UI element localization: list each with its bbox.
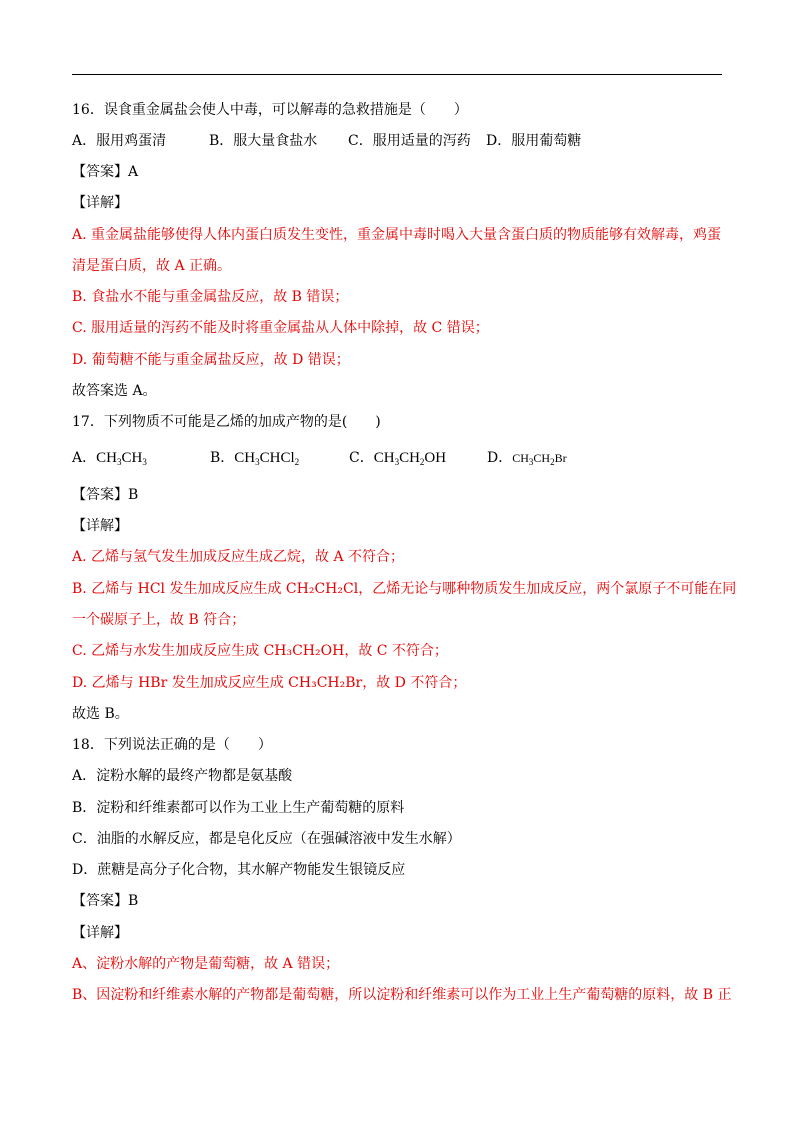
option-letter: D． (487, 450, 513, 466)
answer-label: 【答案】 (72, 893, 128, 909)
formula-part: OH (424, 450, 447, 466)
option-letter: B． (210, 450, 235, 466)
q16-stem: 16．误食重金属盐会使人中毒，可以解毒的急救措施是（ ） (72, 102, 468, 118)
q17-explanation-line: C. 乙烯与水发生加成反应生成 CH₃CH₂OH，故 C 不符合； (72, 643, 448, 659)
answer-label: 【答案】 (72, 487, 128, 503)
q17-detail-label: 【详解】 (72, 518, 128, 534)
q18-explanation-line: B、因淀粉和纤维素水解的产物都是葡萄糖，所以淀粉和纤维素可以作为工业上生产葡萄糖的原料，故 B 正 (72, 987, 732, 1003)
formula-part: CH (399, 450, 420, 466)
formula-part: CH (373, 450, 395, 466)
formula-part: CH (234, 450, 256, 466)
q17-explanation-line: D. 乙烯与 HBr 发生加成反应生成 CH₃CH₂Br，故 D 不符合； (72, 675, 467, 691)
q16-detail-label: 【详解】 (72, 195, 128, 211)
header-rule (72, 74, 722, 75)
formula-subscript: 3 (255, 457, 260, 467)
q17-stem: 17．下列物质不可能是乙烯的加成产物的是( ) (72, 414, 381, 430)
formula-subscript: 2 (550, 457, 555, 467)
q18-option-c: C．油脂的水解反应，都是皂化反应（在强碱溶液中发生水解） (72, 831, 461, 847)
formula-part: CH (533, 451, 551, 465)
formula-subscript: 2 (294, 457, 300, 467)
formula-ch3ch2br (512, 451, 566, 465)
formula-ch3ch3 (96, 450, 147, 466)
formula-part: CH (96, 450, 117, 466)
q18-detail-label: 【详解】 (72, 925, 128, 941)
q16-options (72, 131, 581, 151)
formula-ch3chcl2 (234, 450, 299, 466)
formula-ch3ch2oh (374, 450, 446, 466)
option-letter: C． (349, 450, 374, 466)
q17-option-b (210, 448, 349, 468)
q16-option-d: D．服用葡萄糖 (486, 133, 582, 149)
formula-subscript: 3 (394, 457, 400, 467)
answer-label: 【答案】 (72, 164, 128, 180)
q16-explanation-line: 清是蛋白质，故 A 正确。 (72, 258, 232, 274)
q17-options (72, 448, 567, 468)
q16-option-c: C．服用适量的泻药 (348, 133, 471, 149)
q17-option-c (349, 448, 487, 468)
q18-option-a: A．淀粉水解的最终产物都是氨基酸 (72, 768, 293, 784)
q18-explanation-line: A、淀粉水解的产物是葡萄糖，故 A 错误； (72, 956, 340, 972)
formula-subscript: 3 (116, 457, 122, 467)
q16-explanation-line: D. 葡萄糖不能与重金属盐反应，故 D 错误； (72, 352, 350, 368)
q17-explanation-line: 一个碳原子上，故 B 符合； (72, 612, 246, 628)
q16-explanation-line: A. 重金属盐能够使得人体内蛋白质发生变性，重金属中毒时喝入大量含蛋白质的物质能够有效解毒，鸡蛋 (72, 227, 722, 243)
q18-option-d: D．蔗糖是高分子化合物，其水解产物能发生银镜反应 (72, 862, 406, 878)
q17-option-a (72, 448, 210, 468)
formula-part: CH (121, 450, 143, 466)
q16-answer (72, 162, 138, 182)
answer-value: B (128, 893, 139, 909)
q17-explanation-line: B. 乙烯与 HCl 发生加成反应生成 CH₂CH₂Cl，乙烯无论与哪种物质发生加成反应，两个氯原子不可能在同 (72, 581, 737, 597)
q16-explanation-line: B. 食盐水不能与重金属盐反应，故 B 错误； (72, 289, 349, 305)
q17-conclusion: 故选 B。 (72, 706, 129, 722)
formula-subscript: 3 (142, 457, 147, 467)
answer-value: A (128, 164, 139, 180)
answer-value: B (128, 487, 139, 503)
formula-subscript: 3 (528, 457, 534, 467)
q17-explanation-line: A. 乙烯与氢气发生加成反应生成乙烷，故 A 不符合； (72, 549, 405, 565)
q17-answer (72, 485, 138, 505)
formula-part: CHCl (259, 450, 295, 466)
q16-explanation-line: C. 服用适量的泻药不能及时将重金属盐从人体中除掉，故 C 错误； (72, 320, 489, 336)
q16-option-a: A．服用鸡蛋清 (72, 133, 167, 149)
q16-conclusion: 故答案选 A。 (72, 383, 157, 399)
q18-option-b: B．淀粉和纤维素都可以作为工业上生产葡萄糖的原料 (72, 800, 405, 816)
q17-option-d (487, 448, 567, 468)
formula-subscript: 2 (419, 457, 425, 467)
formula-part: Br (554, 451, 567, 465)
formula-part: CH (512, 451, 529, 465)
q16-option-b: B．服大量食盐水 (209, 133, 318, 149)
q18-answer (72, 891, 138, 911)
option-letter: A． (72, 450, 97, 466)
q18-stem: 18．下列说法正确的是（ ） (72, 737, 272, 753)
